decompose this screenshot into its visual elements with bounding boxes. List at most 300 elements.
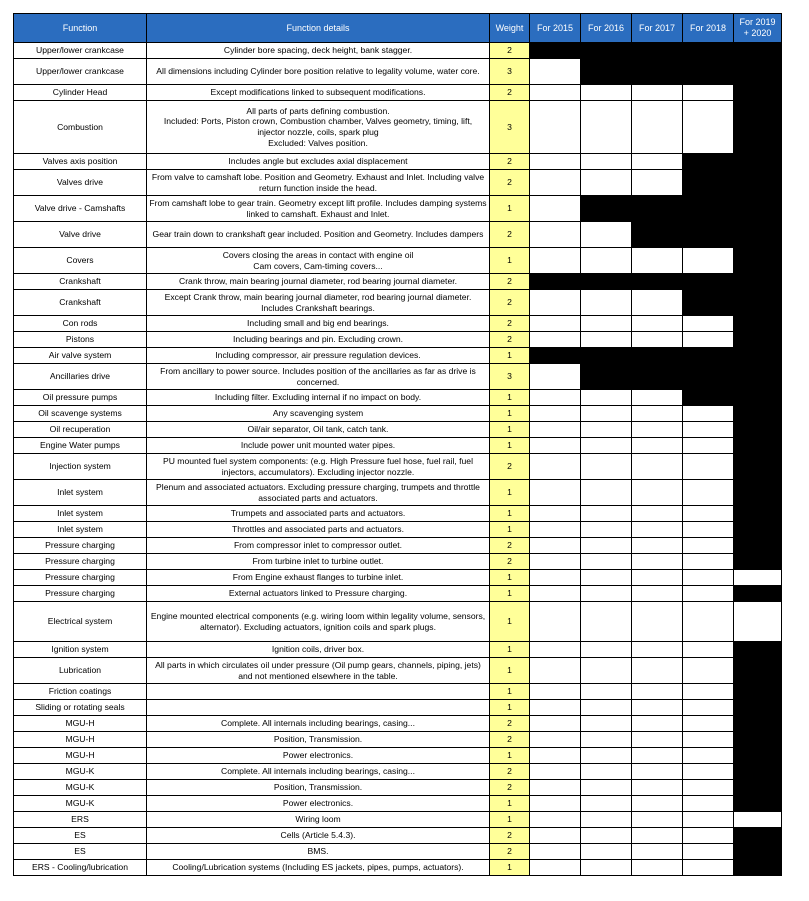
year-cell-frozen [683, 154, 734, 170]
year-cell-open [632, 732, 683, 748]
weight-cell: 1 [490, 480, 530, 506]
details-cell: PU mounted fuel system components: (e.g. High Pressure fuel hose, fuel rail, fuel injectors, accumulators). Excluding injector nozzle. [147, 454, 490, 480]
year-cell-open [683, 700, 734, 716]
table-row [14, 222, 782, 248]
table-row [14, 248, 782, 274]
year-cell-frozen [530, 43, 581, 59]
year-cell-open [683, 85, 734, 101]
year-cell-open [530, 101, 581, 154]
year-cell-open [632, 480, 683, 506]
year-cell-open [530, 860, 581, 876]
function-cell: Valves drive [14, 170, 147, 196]
homologation-table [13, 13, 782, 876]
table-row [14, 154, 782, 170]
year-cell-open [683, 438, 734, 454]
details-cell: From camshaft lobe to gear train. Geometry except lift profile. Includes damping systems linked to camshaft. Exhaust and Inlet. [147, 196, 490, 222]
year-cell-frozen [734, 332, 782, 348]
year-cell-open [530, 364, 581, 390]
year-cell-open [632, 828, 683, 844]
table-row [14, 196, 782, 222]
weight-cell: 2 [490, 538, 530, 554]
table-row [14, 364, 782, 390]
function-cell: Upper/lower crankcase [14, 43, 147, 59]
year-cell-frozen [734, 274, 782, 290]
year-cell-frozen [734, 290, 782, 316]
function-cell: Ancillaries drive [14, 364, 147, 390]
year-cell-open [581, 332, 632, 348]
function-cell: Friction coatings [14, 684, 147, 700]
year-cell-open [581, 700, 632, 716]
year-cell-open [632, 764, 683, 780]
year-cell-open [632, 390, 683, 406]
function-cell: Pistons [14, 332, 147, 348]
year-cell-frozen [734, 780, 782, 796]
year-cell-open [581, 764, 632, 780]
year-cell-open [632, 602, 683, 642]
details-cell: Position, Transmission. [147, 780, 490, 796]
year-cell-open [734, 602, 782, 642]
year-cell-frozen [530, 348, 581, 364]
year-cell-frozen [734, 732, 782, 748]
function-cell: Valves axis position [14, 154, 147, 170]
year-cell-open [683, 748, 734, 764]
table-row [14, 59, 782, 85]
year-cell-open [581, 716, 632, 732]
year-cell-open [632, 406, 683, 422]
weight-cell: 1 [490, 506, 530, 522]
details-cell: Throttles and associated parts and actuators. [147, 522, 490, 538]
weight-cell: 1 [490, 860, 530, 876]
year-cell-frozen [734, 248, 782, 274]
year-cell-open [632, 154, 683, 170]
header-year-2017: For 2017 [632, 14, 683, 43]
header-year-2016: For 2016 [581, 14, 632, 43]
year-cell-open [581, 780, 632, 796]
weight-cell: 1 [490, 248, 530, 274]
function-cell: Injection system [14, 454, 147, 480]
table-row [14, 43, 782, 59]
year-cell-frozen [581, 364, 632, 390]
year-cell-open [683, 554, 734, 570]
year-cell-open [632, 454, 683, 480]
weight-cell: 2 [490, 316, 530, 332]
year-cell-frozen [632, 364, 683, 390]
function-cell: Oil scavenge systems [14, 406, 147, 422]
header-weight: Weight [490, 14, 530, 43]
details-cell: From valve to camshaft lobe. Position and Geometry. Exhaust and Inlet. Including valve return function inside the head. [147, 170, 490, 196]
table-row [14, 454, 782, 480]
year-cell-open [530, 480, 581, 506]
year-cell-open [683, 796, 734, 812]
function-cell: ES [14, 844, 147, 860]
details-cell: Except modifications linked to subsequent modifications. [147, 85, 490, 101]
year-cell-open [530, 196, 581, 222]
year-cell-open [581, 438, 632, 454]
weight-cell: 1 [490, 642, 530, 658]
weight-cell: 3 [490, 101, 530, 154]
year-cell-frozen [734, 642, 782, 658]
year-cell-open [734, 570, 782, 586]
details-cell: From turbine inlet to turbine outlet. [147, 554, 490, 570]
year-cell-open [530, 658, 581, 684]
weight-cell: 2 [490, 274, 530, 290]
year-cell-open [581, 732, 632, 748]
details-cell: Crank throw, main bearing journal diameter, rod bearing journal diameter. [147, 274, 490, 290]
year-cell-open [632, 700, 683, 716]
weight-cell: 2 [490, 290, 530, 316]
year-cell-frozen [734, 101, 782, 154]
weight-cell: 1 [490, 570, 530, 586]
year-cell-open [530, 454, 581, 480]
year-cell-open [632, 586, 683, 602]
weight-cell: 3 [490, 59, 530, 85]
year-cell-open [683, 860, 734, 876]
year-cell-open [581, 506, 632, 522]
year-cell-open [581, 154, 632, 170]
details-cell: Including small and big end bearings. [147, 316, 490, 332]
year-cell-open [530, 642, 581, 658]
year-cell-open [581, 812, 632, 828]
details-cell: Ignition coils, driver box. [147, 642, 490, 658]
year-cell-open [581, 101, 632, 154]
year-cell-open [683, 684, 734, 700]
year-cell-frozen [734, 348, 782, 364]
year-cell-open [683, 828, 734, 844]
table-row [14, 422, 782, 438]
weight-cell: 2 [490, 716, 530, 732]
table-row [14, 764, 782, 780]
function-cell: Combustion [14, 101, 147, 154]
year-cell-open [581, 390, 632, 406]
details-cell: Except Crank throw, main bearing journal diameter, rod bearing journal diameter. Includes Crankshaft bearings. [147, 290, 490, 316]
year-cell-open [683, 316, 734, 332]
function-cell: Pressure charging [14, 586, 147, 602]
year-cell-frozen [581, 59, 632, 85]
table-row [14, 390, 782, 406]
year-cell-frozen [734, 506, 782, 522]
year-cell-open [581, 406, 632, 422]
year-cell-open [530, 700, 581, 716]
year-cell-frozen [683, 170, 734, 196]
details-cell: All dimensions including Cylinder bore position relative to legality volume, water core. [147, 59, 490, 85]
year-cell-open [530, 716, 581, 732]
details-cell: All parts of parts defining combustion. Included: Ports, Piston crown, Combustion chamber, Valves geometry, timing, lift, injector nozzle, coils, spark plug Excluded: Valves position. [147, 101, 490, 154]
year-cell-open [683, 602, 734, 642]
year-cell-open [632, 860, 683, 876]
header-year-2018: For 2018 [683, 14, 734, 43]
year-cell-frozen [734, 700, 782, 716]
details-cell: Cells (Article 5.4.3). [147, 828, 490, 844]
year-cell-open [581, 844, 632, 860]
weight-cell: 1 [490, 586, 530, 602]
year-cell-frozen [734, 538, 782, 554]
year-cell-frozen [581, 274, 632, 290]
details-cell: From Engine exhaust flanges to turbine inlet. [147, 570, 490, 586]
year-cell-open [530, 390, 581, 406]
table-row [14, 85, 782, 101]
year-cell-open [530, 248, 581, 274]
year-cell-frozen [683, 390, 734, 406]
weight-cell: 1 [490, 684, 530, 700]
year-cell-open [632, 684, 683, 700]
year-cell-open [581, 554, 632, 570]
function-cell: Ignition system [14, 642, 147, 658]
year-cell-open [683, 780, 734, 796]
year-cell-open [530, 570, 581, 586]
table-row [14, 812, 782, 828]
year-cell-open [581, 538, 632, 554]
year-cell-open [530, 316, 581, 332]
weight-cell: 3 [490, 364, 530, 390]
year-cell-open [683, 480, 734, 506]
year-cell-open [581, 454, 632, 480]
year-cell-open [683, 454, 734, 480]
year-cell-open [530, 422, 581, 438]
year-cell-frozen [581, 196, 632, 222]
year-cell-open [530, 812, 581, 828]
year-cell-open [734, 812, 782, 828]
year-cell-frozen [734, 554, 782, 570]
year-cell-frozen [683, 196, 734, 222]
weight-cell: 2 [490, 828, 530, 844]
year-cell-open [632, 796, 683, 812]
year-cell-open [581, 570, 632, 586]
year-cell-frozen [734, 438, 782, 454]
table-row [14, 406, 782, 422]
year-cell-open [632, 716, 683, 732]
table-body [14, 43, 782, 876]
details-cell: Complete. All internals including bearings, casing... [147, 716, 490, 732]
table-row [14, 554, 782, 570]
year-cell-frozen [683, 274, 734, 290]
year-cell-open [683, 248, 734, 274]
year-cell-open [581, 658, 632, 684]
year-cell-open [530, 538, 581, 554]
year-cell-open [530, 796, 581, 812]
year-cell-frozen [683, 290, 734, 316]
year-cell-open [632, 422, 683, 438]
year-cell-frozen [683, 222, 734, 248]
year-cell-open [530, 154, 581, 170]
function-cell: MGU-K [14, 780, 147, 796]
details-cell: Include power unit mounted water pipes. [147, 438, 490, 454]
header-year-2015: For 2015 [530, 14, 581, 43]
function-cell: Sliding or rotating seals [14, 700, 147, 716]
year-cell-open [530, 406, 581, 422]
details-cell: Trumpets and associated parts and actuators. [147, 506, 490, 522]
details-cell: All parts in which circulates oil under pressure (Oil pump gears, channels, piping, jets) and not mentioned elsewhere in the table. [147, 658, 490, 684]
year-cell-frozen [581, 43, 632, 59]
details-cell: Gear train down to crankshaft gear included. Position and Geometry. Includes dampers [147, 222, 490, 248]
details-cell: From ancillary to power source. Includes position of the ancillaries as far as drive is concerned. [147, 364, 490, 390]
function-cell: Engine Water pumps [14, 438, 147, 454]
details-cell [147, 684, 490, 700]
function-cell: Pressure charging [14, 538, 147, 554]
function-cell: Lubrication [14, 658, 147, 684]
table-row [14, 700, 782, 716]
table-row [14, 506, 782, 522]
table-row [14, 844, 782, 860]
year-cell-frozen [734, 828, 782, 844]
year-cell-open [683, 406, 734, 422]
weight-cell: 1 [490, 196, 530, 222]
details-cell: Cooling/Lubrication systems (Including ES jackets, pipes, pumps, actuators). [147, 860, 490, 876]
function-cell: Crankshaft [14, 274, 147, 290]
year-cell-open [581, 642, 632, 658]
weight-cell: 1 [490, 422, 530, 438]
year-cell-open [530, 222, 581, 248]
weight-cell: 2 [490, 85, 530, 101]
table-row [14, 101, 782, 154]
year-cell-open [530, 828, 581, 844]
year-cell-frozen [734, 522, 782, 538]
year-cell-open [530, 602, 581, 642]
year-cell-frozen [683, 364, 734, 390]
function-cell: ES [14, 828, 147, 844]
function-cell: Inlet system [14, 480, 147, 506]
year-cell-open [581, 222, 632, 248]
year-cell-frozen [734, 85, 782, 101]
year-cell-frozen [734, 170, 782, 196]
year-cell-open [530, 506, 581, 522]
year-cell-open [530, 522, 581, 538]
function-cell: Oil recuperation [14, 422, 147, 438]
function-cell: MGU-H [14, 732, 147, 748]
function-cell: MGU-K [14, 764, 147, 780]
year-cell-open [530, 59, 581, 85]
function-cell: ERS [14, 812, 147, 828]
year-cell-open [530, 85, 581, 101]
details-cell: Plenum and associated actuators. Excluding pressure charging, trumpets and throttle associated parts and actuators. [147, 480, 490, 506]
year-cell-frozen [734, 658, 782, 684]
weight-cell: 2 [490, 154, 530, 170]
table-row [14, 438, 782, 454]
function-cell: Electrical system [14, 602, 147, 642]
function-cell: Pressure charging [14, 570, 147, 586]
year-cell-open [632, 522, 683, 538]
header-details: Function details [147, 14, 490, 43]
year-cell-open [683, 716, 734, 732]
year-cell-frozen [632, 59, 683, 85]
table-row [14, 658, 782, 684]
year-cell-open [632, 658, 683, 684]
weight-cell: 1 [490, 348, 530, 364]
details-cell: External actuators linked to Pressure charging. [147, 586, 490, 602]
header-function: Function [14, 14, 147, 43]
year-cell-open [632, 642, 683, 658]
year-cell-open [632, 506, 683, 522]
year-cell-frozen [632, 222, 683, 248]
year-cell-open [632, 170, 683, 196]
weight-cell: 2 [490, 454, 530, 480]
year-cell-open [530, 170, 581, 196]
weight-cell: 2 [490, 780, 530, 796]
year-cell-open [632, 554, 683, 570]
year-cell-frozen [683, 59, 734, 85]
details-cell: From compressor inlet to compressor outlet. [147, 538, 490, 554]
weight-cell: 2 [490, 332, 530, 348]
table-row [14, 732, 782, 748]
year-cell-open [581, 586, 632, 602]
weight-cell: 2 [490, 170, 530, 196]
year-cell-open [632, 780, 683, 796]
weight-cell: 1 [490, 438, 530, 454]
year-cell-frozen [683, 348, 734, 364]
details-cell: Complete. All internals including bearings, casing... [147, 764, 490, 780]
weight-cell: 1 [490, 812, 530, 828]
year-cell-open [632, 844, 683, 860]
year-cell-frozen [734, 390, 782, 406]
weight-cell: 2 [490, 844, 530, 860]
year-cell-open [632, 85, 683, 101]
year-cell-open [683, 538, 734, 554]
year-cell-open [530, 554, 581, 570]
function-cell: ERS - Cooling/lubrication [14, 860, 147, 876]
details-cell: Including bearings and pin. Excluding crown. [147, 332, 490, 348]
year-cell-open [581, 602, 632, 642]
function-cell: MGU-K [14, 796, 147, 812]
function-cell: Oil pressure pumps [14, 390, 147, 406]
table-row [14, 586, 782, 602]
year-cell-frozen [734, 406, 782, 422]
year-cell-frozen [734, 43, 782, 59]
weight-cell: 2 [490, 732, 530, 748]
weight-cell: 1 [490, 522, 530, 538]
year-cell-frozen [734, 716, 782, 732]
table-row [14, 860, 782, 876]
year-cell-frozen [581, 348, 632, 364]
year-cell-frozen [734, 154, 782, 170]
weight-cell: 2 [490, 43, 530, 59]
year-cell-open [530, 780, 581, 796]
function-cell: Covers [14, 248, 147, 274]
year-cell-frozen [734, 454, 782, 480]
year-cell-frozen [734, 59, 782, 85]
details-cell: Position, Transmission. [147, 732, 490, 748]
year-cell-open [581, 422, 632, 438]
table-row [14, 348, 782, 364]
weight-cell: 1 [490, 748, 530, 764]
table-row [14, 274, 782, 290]
table-row [14, 602, 782, 642]
weight-cell: 1 [490, 700, 530, 716]
function-cell: Pressure charging [14, 554, 147, 570]
year-cell-frozen [734, 684, 782, 700]
year-cell-open [632, 570, 683, 586]
year-cell-open [683, 332, 734, 348]
weight-cell: 1 [490, 602, 530, 642]
table-row [14, 522, 782, 538]
year-cell-open [683, 764, 734, 780]
year-cell-open [683, 732, 734, 748]
year-cell-open [530, 844, 581, 860]
year-cell-frozen [734, 860, 782, 876]
year-cell-frozen [530, 274, 581, 290]
year-cell-open [530, 438, 581, 454]
weight-cell: 1 [490, 796, 530, 812]
year-cell-open [632, 332, 683, 348]
table-row [14, 684, 782, 700]
year-cell-open [530, 586, 581, 602]
details-cell: Including filter. Excluding internal if no impact on body. [147, 390, 490, 406]
details-cell: Power electronics. [147, 748, 490, 764]
function-cell: Inlet system [14, 522, 147, 538]
table-row [14, 716, 782, 732]
function-cell: Valve drive [14, 222, 147, 248]
table-row [14, 642, 782, 658]
details-cell: Wiring loom [147, 812, 490, 828]
details-cell: Any scavenging system [147, 406, 490, 422]
